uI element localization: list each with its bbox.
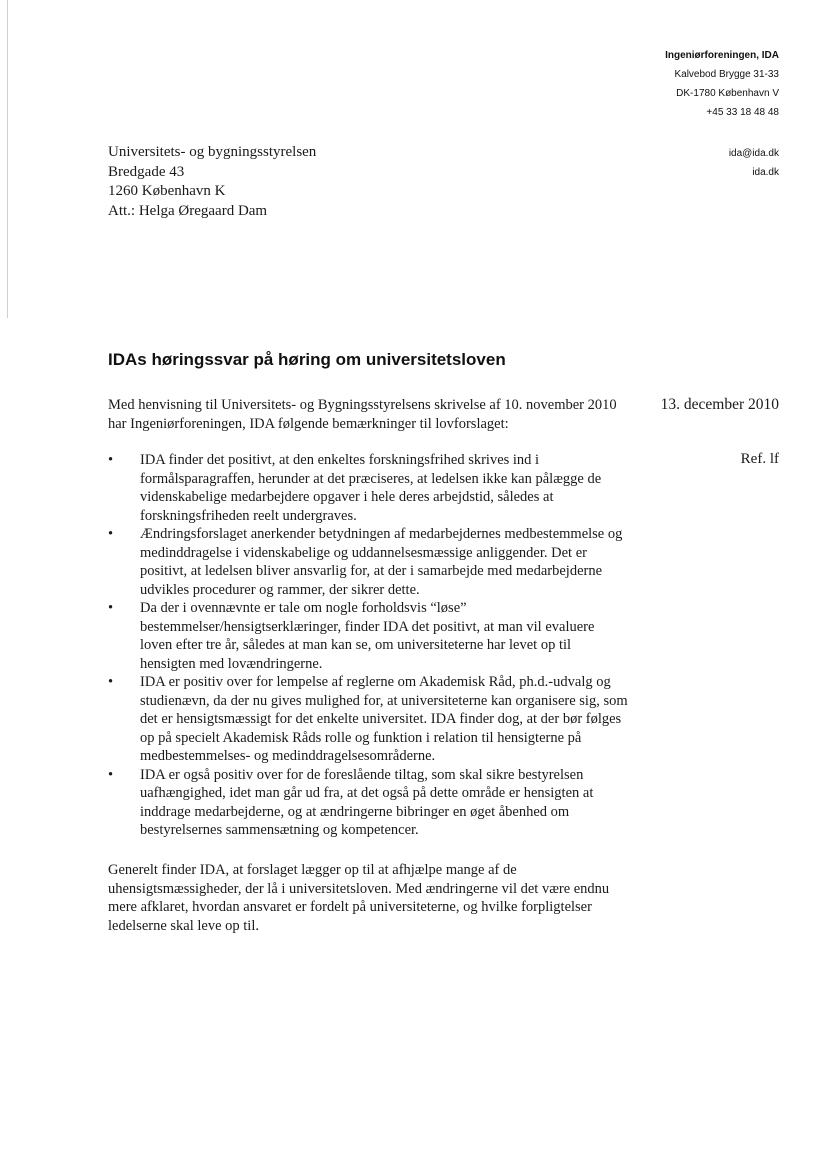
sender-address-block xyxy=(665,46,779,122)
sender-postal: DK-1780 København V xyxy=(676,88,779,99)
letter-reference: Ref. lf xyxy=(740,451,779,467)
recipient-postal: 1260 København K xyxy=(108,183,226,199)
bullet-icon: • xyxy=(108,452,114,468)
sender-organization: Ingeniørforeningen, IDA xyxy=(665,50,779,61)
letter-headline: IDAs høringssvar på høring om universitetsloven xyxy=(108,350,506,369)
list-item xyxy=(108,525,628,599)
recipient-address-block xyxy=(108,143,316,221)
sender-web: ida.dk xyxy=(752,167,779,178)
list-item xyxy=(108,766,628,840)
bullet-icon: • xyxy=(108,600,114,616)
list-item-text: IDA finder det positivt, at den enkeltes forskningsfrihed skrives ind i formålsparagraffen, herunder at det præciseres, at ledelsen ikke kan pålægge de videnskabelige medarbejdere opgaver i hele deres arbejdstid, således at forskningsfriheden reelt undergraves. xyxy=(140,452,602,524)
page-edge-line xyxy=(7,0,8,318)
sender-street: Kalvebod Brygge 31-33 xyxy=(674,69,779,80)
sender-phone: +45 33 18 48 48 xyxy=(706,107,779,118)
bullet-icon: • xyxy=(108,766,114,783)
list-item xyxy=(108,451,628,525)
sender-contact-block xyxy=(729,144,779,182)
sender-email: ida@ida.dk xyxy=(728,148,779,159)
remarks-list xyxy=(108,451,628,840)
list-item-text: IDA er positiv over for lempelse af reglerne om Akademisk Råd, ph.d.-udvalg og studienævn, da der nu gives mulighed for, at universiteterne kan organisere sig, som det er hensigtsmæssigt for det enkelte universitet. IDA finder dog, at der bør følges op på specielt Akademisk Råds rolle og funktion i relation til hensigterne på medbestemmelses- og medinddragelsesområderne. xyxy=(140,674,628,764)
intro-paragraph: Med henvisning til Universitets- og Bygningsstyrelsens skrivelse af 10. november 2010 har Ingeniørforeningen, IDA følgende bemærkninger til lovforslaget: xyxy=(108,397,617,432)
list-item-text: Da der i ovennævnte er tale om nogle forholdsvis “løse” bestemmelser/hensigtserklæringer, finder IDA det positivt, at man vil evaluere loven efter tre år, således at man kan se, om universiteterne har levet op til hensigten med lovændringerne. xyxy=(140,600,595,672)
recipient-attention: Att.: Helga Øregaard Dam xyxy=(108,202,268,219)
list-item xyxy=(108,673,628,766)
list-item xyxy=(108,599,628,673)
list-item-text: Ændringsforslaget anerkender betydningen af medarbejdernes medbestemmelse og medinddragelse i videnskabelige og uddannelsesmæssige anliggender. Det er positivt, at ledelsen bliver ansvarlig for, at der i samarbejde med medarbejderne udvikles procedurer og rammer, der sikrer dette. xyxy=(140,526,623,598)
recipient-street: Bredgade 43 xyxy=(108,163,185,180)
bullet-icon: • xyxy=(108,674,114,690)
recipient-name: Universitets- og bygningsstyrelsen xyxy=(108,144,317,160)
closing-paragraph: Generelt finder IDA, at forslaget lægger op til at afhjælpe mange af de uhensigtsmæssigheder, der lå i universitetsloven. Med ændringerne vil det være endnu mere afklaret, hvordan ansvaret er fordelt på universiteterne, og hvilke forpligtelser ledelserne skal leve op til. xyxy=(108,862,610,934)
letter-date: 13. december 2010 xyxy=(660,396,779,413)
list-item-text: IDA er også positiv over for de foreslående tiltag, som skal sikre bestyrelsen uafhængighed, idet man går ud fra, at det også på dette område er hensigten at inddrage medarbejderne, og at ændringerne bibringer en øget åbenhed om bestyrelsernes sammensætning og kompetencer. xyxy=(140,766,594,838)
bullet-icon: • xyxy=(108,526,114,542)
